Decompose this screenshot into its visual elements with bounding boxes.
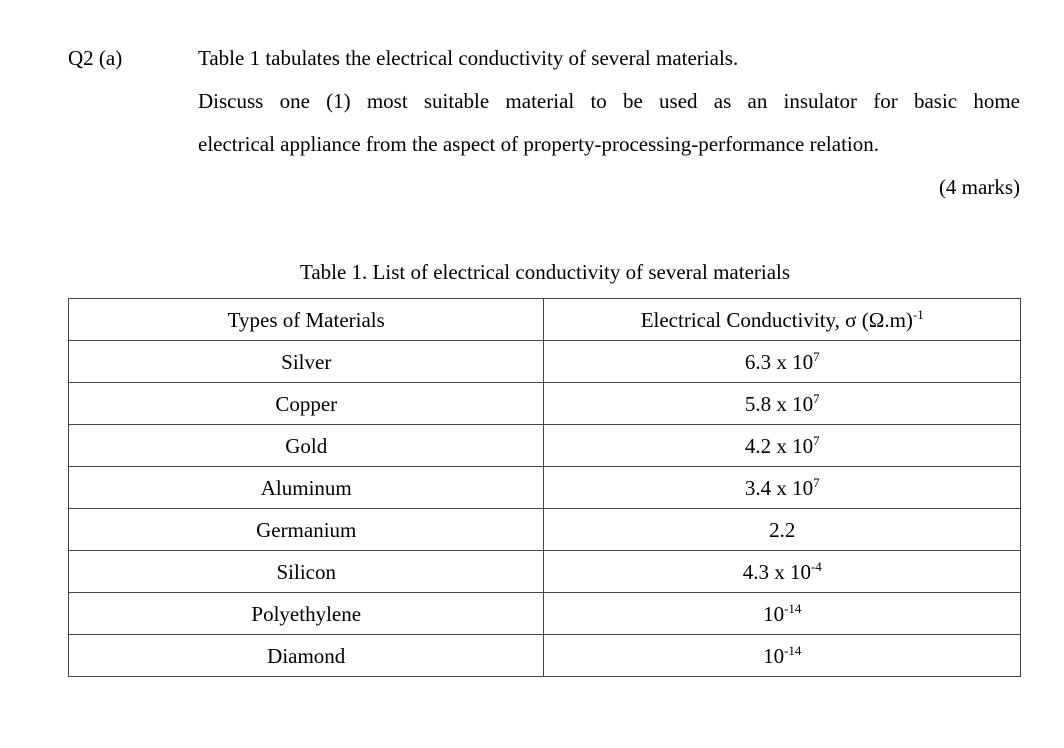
conductivity-base: 2.2: [769, 517, 796, 542]
conductivity-exponent: -4: [810, 558, 822, 574]
conductivity-exponent: -14: [784, 600, 802, 616]
conductivity-base: 10: [763, 643, 785, 668]
conductivity-base: 5.8 x 10: [744, 391, 814, 416]
header-conductivity: [544, 299, 1021, 341]
material-cell: Aluminum: [69, 467, 544, 509]
table-row: [69, 341, 1021, 383]
question-number: Q2 (a): [68, 46, 123, 70]
conductivity-table: [68, 298, 1021, 677]
table-row: [69, 509, 1021, 551]
table-header-row: [69, 299, 1021, 341]
table-row: [69, 467, 1021, 509]
conductivity-exponent: 7: [813, 474, 820, 490]
conductivity-cell: [544, 509, 1021, 551]
header-conductivity-exponent: -1: [912, 306, 924, 322]
conductivity-base: 4.2 x 10: [744, 433, 814, 458]
conductivity-exponent: 7: [813, 390, 820, 406]
conductivity-exponent: 7: [813, 348, 820, 364]
conductivity-base: 4.3 x 10: [742, 559, 811, 584]
conductivity-cell: [544, 467, 1021, 509]
marks-label: (4 marks): [938, 175, 1020, 199]
question-line-2: Discuss one (1) most suitable material to be used as an insulator for basic home: [198, 89, 1020, 113]
conductivity-cell: [544, 425, 1021, 467]
header-conductivity-text: Electrical Conductivity, σ (Ω.m): [640, 307, 913, 332]
conductivity-cell: [544, 341, 1021, 383]
conductivity-exponent: -14: [784, 642, 802, 658]
conductivity-base: 10: [763, 601, 785, 626]
question-body: [198, 44, 1020, 201]
material-cell: Silicon: [69, 551, 544, 593]
conductivity-cell: [544, 635, 1021, 677]
conductivity-cell: [544, 593, 1021, 635]
conductivity-base: 6.3 x 10: [744, 349, 814, 374]
header-material: Types of Materials: [69, 299, 544, 341]
question-line-3: electrical appliance from the aspect of property-processing-performance relation.: [198, 132, 880, 156]
material-cell: Germanium: [69, 509, 544, 551]
material-cell: Copper: [69, 383, 544, 425]
conductivity-base: 3.4 x 10: [744, 475, 814, 500]
material-cell: Silver: [69, 341, 544, 383]
table-row: [69, 383, 1021, 425]
material-cell: Polyethylene: [69, 593, 544, 635]
conductivity-cell: [544, 383, 1021, 425]
question-line-1: Table 1 tabulates the electrical conductivity of several materials.: [198, 46, 739, 70]
table-caption: Table 1. List of electrical conductivity of several materials: [299, 260, 791, 284]
material-cell: Diamond: [69, 635, 544, 677]
conductivity-cell: [544, 551, 1021, 593]
table-row: [69, 425, 1021, 467]
table-row: [69, 593, 1021, 635]
conductivity-exponent: 7: [813, 432, 820, 448]
table-row: [69, 635, 1021, 677]
material-cell: Gold: [69, 425, 544, 467]
table-row: [69, 551, 1021, 593]
